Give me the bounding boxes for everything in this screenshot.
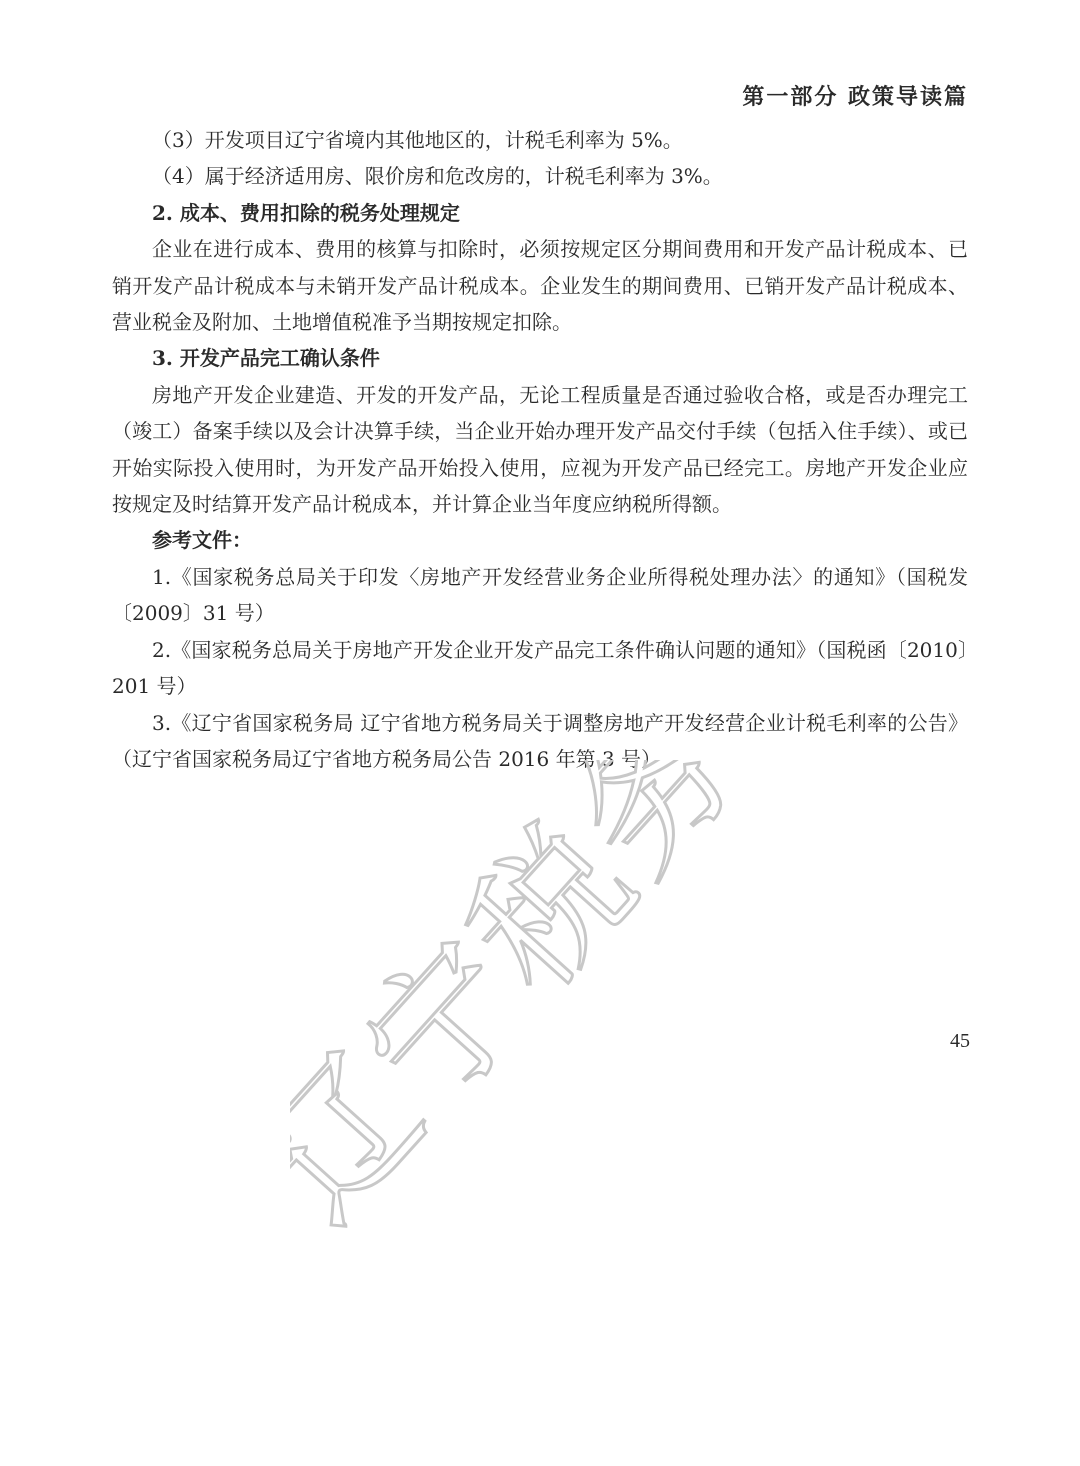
references-heading: 参考文件： xyxy=(152,528,252,553)
section-heading: 2. 成本、费用扣除的税务处理规定 xyxy=(152,200,460,225)
section-heading: 3. 开发产品完工确认条件 xyxy=(152,346,380,371)
watermark xyxy=(290,760,810,1260)
paragraph: 企业在进行成本、费用的核算与扣除时，必须按规定区分期间费用和开发产品计税成本、已销开发产品计税成本与未销开发产品计税成本。企业发生的期间费用、已销开发产品计税成本、营业税金及附加、土地增值税准予当期按规定扣除。 xyxy=(112,237,968,335)
paragraph: （3）开发项目辽宁省境内其他地区的，计税毛利率为 5%。 xyxy=(152,128,683,152)
reference-item: 1.《国家税务总局关于印发〈房地产开发经营业务企业所得税处理办法〉的通知》（国税发〔2009〕31 号） xyxy=(112,564,968,626)
watermark-text: 辽宁税务 xyxy=(290,760,775,1255)
paragraph: （4）属于经济适用房、限价房和危改房的，计税毛利率为 3%。 xyxy=(152,164,723,189)
page-content xyxy=(112,122,968,777)
reference-item: 3.《辽宁省国家税务局 辽宁省地方税务局关于调整房地产开发经营企业计税毛利率的公告》（辽宁省国家税务局辽宁省地方税务局公告 2016 年第 3 号） xyxy=(112,710,968,771)
running-header: 第一部分 政策导读篇 xyxy=(742,84,968,110)
reference-item: 2.《国家税务总局关于房地产开发企业开发产品完工条件确认问题的通知》（国税函〔2010〕201 号） xyxy=(112,637,968,699)
paragraph: 房地产开发企业建造、开发的开发产品，无论工程质量是否通过验收合格，或是否办理完工（竣工）备案手续以及会计决算手续，当企业开始办理开发产品交付手续（包括入住手续）、或已开始实际投入使用时，为开发产品开始投入使用，应视为开发产品已经完工。房地产开发企业应按规定及时结算开发产品计税成本，并计算企业当年度应纳税所得额。 xyxy=(112,382,968,517)
page-number: 45 xyxy=(950,1030,970,1052)
